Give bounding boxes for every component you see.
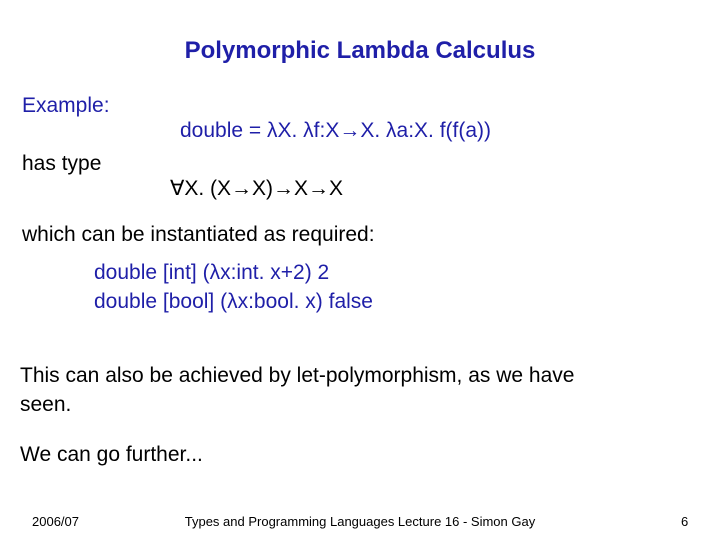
instance-int: double [int] (λx:int. x+2) 2 — [94, 261, 330, 284]
instance-bool: double [bool] (λx:bool. x) false — [94, 290, 373, 313]
footer-date: 2006/07 — [32, 514, 79, 529]
let-polymorphism-line-1: This can also be achieved by let-polymorphism, as we have — [20, 364, 575, 387]
footer-course: Types and Programming Languages Lecture 16 - Simon Gay — [184, 514, 536, 529]
type-expression: ∀X. (X→X)→X→X — [170, 177, 344, 200]
example-label: Example: — [22, 94, 110, 117]
let-polymorphism-line-2: seen. — [20, 393, 72, 416]
slide-title: Polymorphic Lambda Calculus — [184, 37, 536, 64]
footer-page-number: 6 — [681, 514, 689, 529]
instantiate-text: which can be instantiated as required: — [22, 223, 375, 246]
definition-code: double = λX. λf:X→X. λa:X. f(f(a)) — [180, 119, 492, 142]
further-text: We can go further... — [20, 443, 203, 466]
has-type-label: has type — [22, 152, 102, 175]
